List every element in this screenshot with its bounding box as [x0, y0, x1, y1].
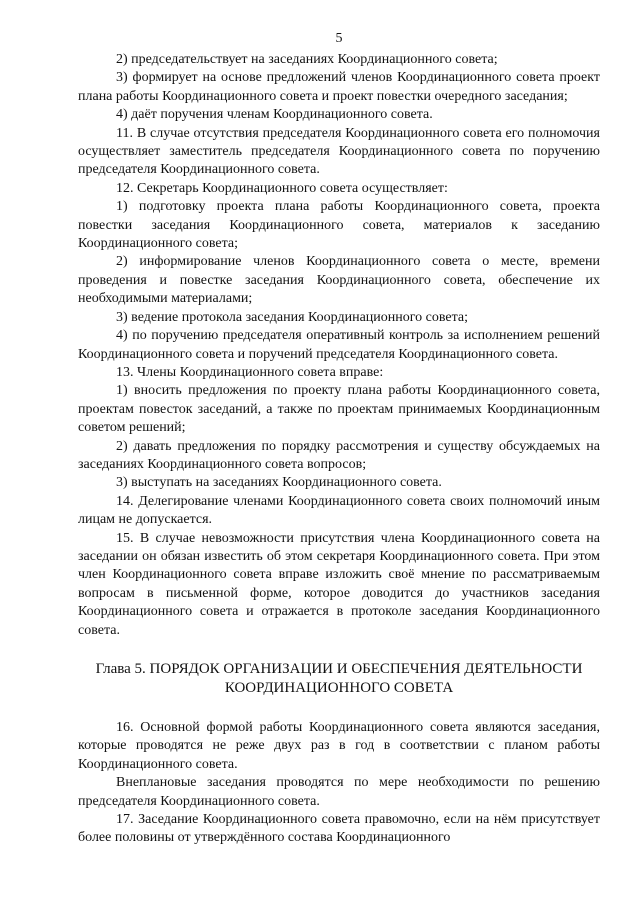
paragraph: 2) информирование членов Координационного совета о месте, времени проведения и повестке заседания Координационного совета, обеспечение их необходимыми материалами; — [78, 254, 600, 307]
paragraph: 4) даёт поручения членам Координационного совета. — [116, 107, 433, 123]
page-number: 5 — [335, 31, 343, 46]
paragraph: 1) вносить предложения по проекту плана работы Координационного совета, проектам повесток заседаний, а также по проектам принимаемых Координационным советом решений; — [78, 383, 600, 436]
paragraph: 14. Делегирование членами Координационного совета своих полномочий иным лицам не допускается. — [78, 493, 600, 528]
paragraph: 4) по поручению председателя оперативный контроль за исполнением решений Координационного совета и поручений председателя Координационного совета. — [78, 328, 600, 362]
paragraph: 3) формирует на основе предложений членов Координационного совета проект плана работы Координационного совета и проект повестки очередного заседания; — [78, 70, 600, 104]
chapter-heading-line: Глава 5. ПОРЯДОК ОРГАНИЗАЦИИ И ОБЕСПЕЧЕНИЯ ДЕЯТЕЛЬНОСТИ — [95, 661, 583, 677]
paragraph: 16. Основной формой работы Координационного совета являются заседания, которые проводятся не реже двух раз в год в соответствии с планом работы Координационного совета. — [78, 720, 600, 772]
paragraph: 1) подготовку проекта плана работы Координационного совета, проекта повестки заседания Координационного совета, материалов к заседанию Координационного совета; — [78, 199, 600, 252]
chapter-heading — [78, 660, 600, 698]
chapter-heading-line: КООРДИНАЦИОННОГО СОВЕТА — [224, 680, 454, 696]
paragraph: 2) председательствует на заседаниях Координационного совета; — [116, 52, 498, 67]
section-before-chapter — [78, 51, 600, 640]
paragraph: 11. В случае отсутствия председателя Координационного совета его полномочия осуществляет заместитель председателя Координационного совета по поручению председателя Координационного совета. — [78, 125, 600, 178]
paragraph: 3) ведение протокола заседания Координационного совета; — [116, 309, 469, 325]
paragraph: 17. Заседание Координационного совета правомочно, если на нём присутствует более половины от утверждённого состава Координационного — [78, 812, 600, 846]
section-after-chapter — [78, 719, 600, 848]
paragraph: 15. В случае невозможности присутствия члена Координационного совета на заседании он обязан известить об этом секретаря Координационного совета. При этом член Координационного совета вправе изложить своё мнение по рассматриваемым вопросам в письменной форме, которое доводится до участников заседания Координационного совета и отражается в протоколе заседания Координационного совета. — [78, 530, 600, 638]
paragraph: 12. Секретарь Координационного совета осуществляет: — [116, 180, 448, 196]
paragraph: 2) давать предложения по порядку рассмотрения и существу обсуждаемых на заседаниях Координационного совета вопросов; — [78, 438, 600, 472]
paragraph: 13. Члены Координационного совета вправе: — [116, 364, 384, 380]
paragraph: 3) выступать на заседаниях Координационного совета. — [116, 475, 442, 491]
paragraph: Внеплановые заседания проводятся по мере необходимости по решению председателя Координационного совета. — [78, 775, 600, 809]
document-page — [78, 30, 600, 848]
